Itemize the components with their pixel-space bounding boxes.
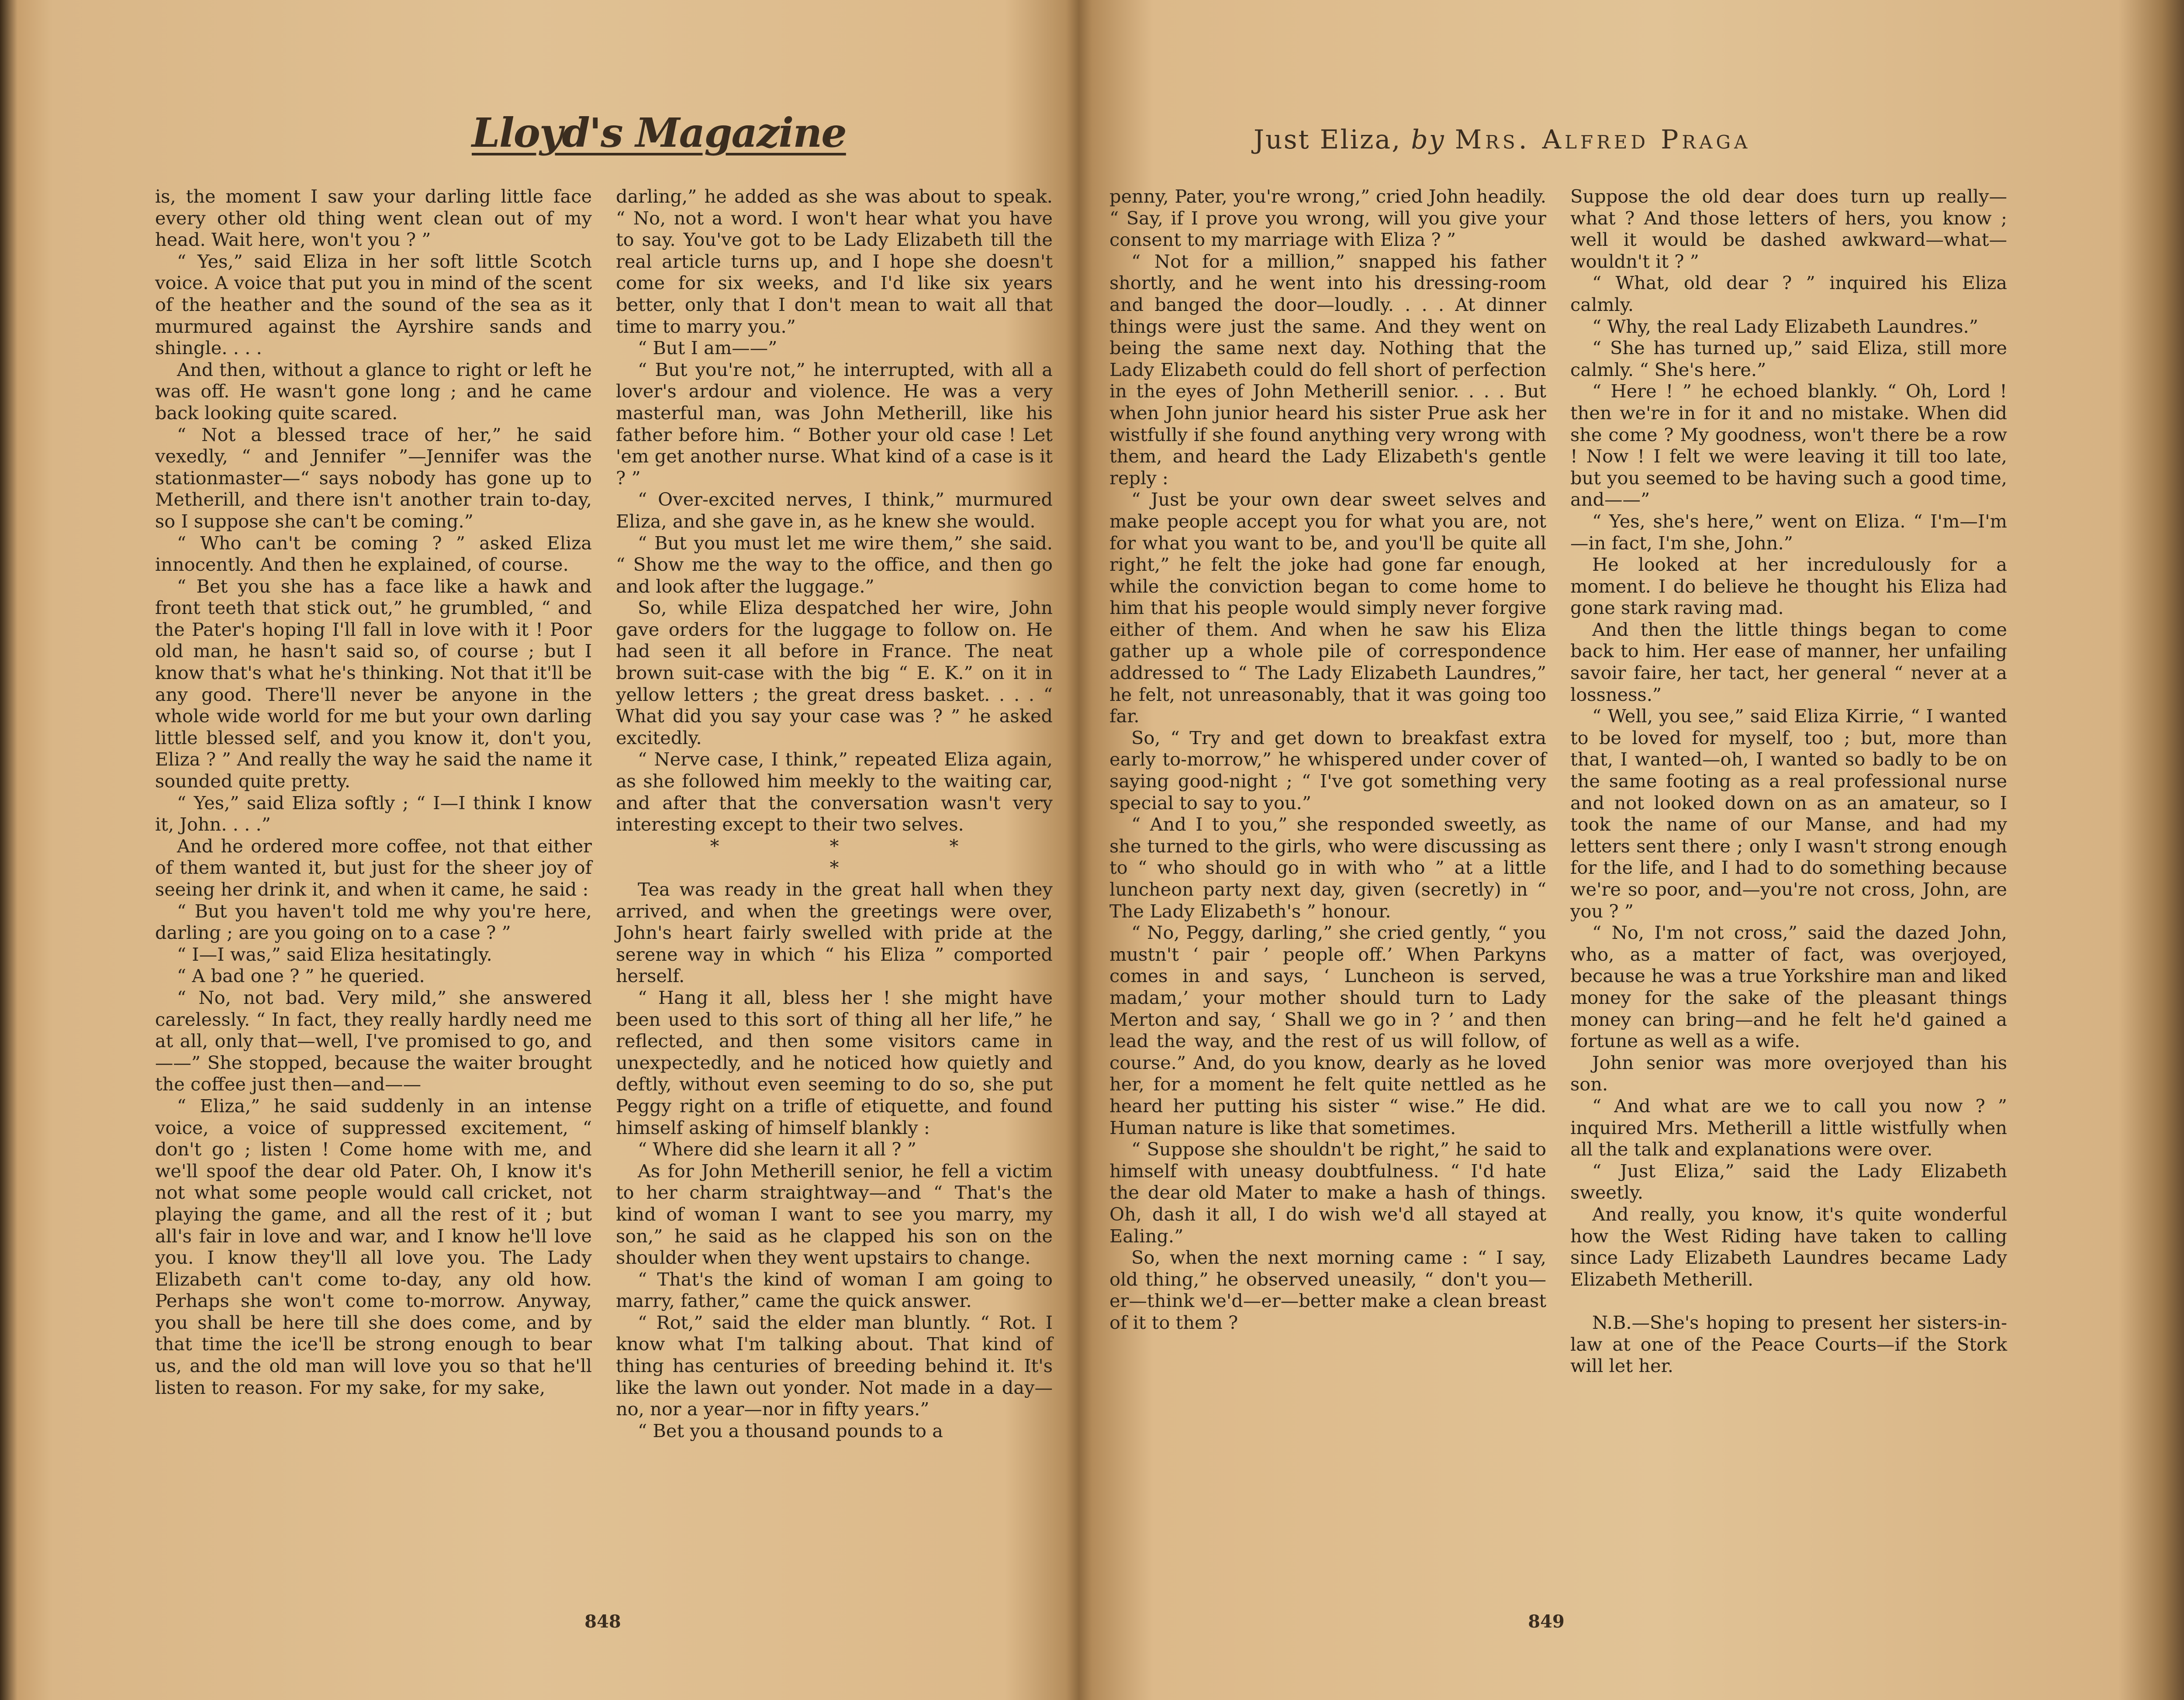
paragraph: “ Where did she learn it all ? ” xyxy=(638,1138,916,1160)
paragraph: “ That's the kind of woman I am going to marry, father,” came the quick answer. xyxy=(616,1268,1053,1312)
paragraph: “ No, I'm not cross,” said the dazed John, who, as a matter of fact, was overjoyed, because he was a true Yorkshire man and liked money for the sake of the pleasant things money can bring—and he felt he'd gained a fortune as well as a wife. xyxy=(1570,922,2007,1052)
paragraph: darling,” he added as she was about to speak. “ No, not a word. I won't hear what you have to say. You've got to be Lady Elizabeth till the real article turns up, and I hope she doesn't come for six weeks, and I'd like six years better, only that I don't mean to wait all that time to marry you.” xyxy=(616,186,1053,337)
paragraph: So, when the next morning came : “ I say, old thing,” he observed uneasily, “ don't you—er—think we'd—er—better make a clean breast of it to them ? xyxy=(1109,1247,1546,1333)
article-title: Just Eliza, xyxy=(1254,124,1402,155)
paragraph: “ Bet you a thousand pounds to a xyxy=(638,1420,943,1441)
paragraph: And he ordered more coffee, not that either of them wanted it, but just for the sheer joy of seeing her drink it, and when it came, he said : xyxy=(155,835,592,900)
paragraph: penny, Pater, you're wrong,” cried John headily. “ Say, if I prove you wrong, will you give your consent to my marriage with Eliza ? ” xyxy=(1109,186,1546,251)
paragraph: “ Rot,” said the elder man bluntly. “ Rot. I know what I'm talking about. That kind of thing has centuries of breeding behind it. It's like the lawn out yonder. Not made in a day—no, nor a year—nor in fifty years.” xyxy=(616,1311,1053,1420)
paragraph: “ Yes, she's here,” went on Eliza. “ I'm—I'm—in fact, I'm she, John.” xyxy=(1570,510,2007,554)
paragraph: “ Hang it all, bless her ! she might have been used to this sort of thing all her life,” he reflected, and then some visitors came in unexpectedly, and he noticed how quietly and deftly, without even seeming to do so, she put Peggy right on a trifle of etiquette, and found himself asking of himself blankly : xyxy=(616,986,1053,1138)
paragraph: And really, you know, it's quite wonderful how the West Riding have taken to calling since Lady Elizabeth Laundres became Lady Elizabeth Metherill. xyxy=(1570,1203,2007,1290)
paragraph: And then the little things began to come back to him. Her ease of manner, her unfailing savoir faire, her tact, her general “ never at a lossness.” xyxy=(1570,618,2007,705)
left-page-column-2 xyxy=(616,186,1053,1611)
paragraph: “ But you're not,” he interrupted, with all a lover's ardour and violence. He was a very masterful man, was John Metherill, like his father before him. “ Bother your old case ! Let 'em get another nurse. What kind of a case is it ? ” xyxy=(616,359,1053,489)
paragraph: “ And what are we to call you now ? ” inquired Mrs. Metherill a little wistfully when all the talk and explanations were over. xyxy=(1570,1095,2007,1160)
paragraph: “ Not for a million,” snapped his father shortly, and he went into his dressing-room and banged the door—loudly. . . . At dinner things were just the same. And they went on being the same next day. Nothing that the Lady Elizabeth could do fell short of perfection in the eyes of John Metherill senior. . . . But when John junior heard his sister Prue ask her wistfully if she found anything very wrong with them, and heard the Lady Elizabeth's gentle reply : xyxy=(1109,250,1546,489)
paragraph: Tea was ready in the great hall when they arrived, and when the greetings were over, John's heart fairly swelled with pride at the serene way in which “ his Eliza ” comported herself. xyxy=(616,879,1053,987)
paragraph: “ But I am——” xyxy=(638,337,778,359)
section-break: * * * * xyxy=(710,835,1011,879)
paragraph: “ Not a blessed trace of her,” he said vexedly, “ and Jennifer ”—Jennifer was the stationmaster—“ says nobody has gone up to Metherill, and there isn't another train to-day, so I suppose she can't be coming.” xyxy=(155,424,592,532)
paragraph: “ A bad one ? ” he queried. xyxy=(177,965,425,987)
right-page-column-2 xyxy=(1570,186,2007,1611)
paragraph: “ Just Eliza,” said the Lady Elizabeth sweetly. xyxy=(1570,1160,2007,1203)
paragraph: “ Here ! ” he echoed blankly. “ Oh, Lord ! then we're in for it and no mistake. When did she come ? My goodness, won't there be a row ! Now ! I felt we were leaving it till too late, but you seemed to be having such a good time, and——” xyxy=(1570,380,2007,510)
paragraph: “ Yes,” said Eliza in her soft little Scotch voice. A voice that put you in mind of the scent of the heather and the sound of the sea as it murmured against the Ayrshire sands and shingle. . . . xyxy=(155,250,592,359)
paragraph: “ Why, the real Lady Elizabeth Laundres.” xyxy=(1592,315,1978,337)
paragraph: “ Suppose she shouldn't be right,” he said to himself with uneasy doubtfulness. “ I'd hate the dear old Mater to make a hash of things. Oh, dash it all, I do wish we'd all stayed at Ealing.” xyxy=(1109,1138,1546,1247)
page-number: 848 xyxy=(584,1611,621,1632)
paragraph: “ But you haven't told me why you're here, darling ; are you going on to a case ? ” xyxy=(155,900,592,944)
left-page-column-1 xyxy=(155,186,592,1611)
paragraph: So, while Eliza despatched her wire, John gave orders for the luggage to follow on. He had seen it all before in France. The neat brown suit-case with the big “ E. K.” on it in yellow letters ; the great dress basket. . . . “ What did you say your case was ? ” he asked excitedly. xyxy=(616,597,1053,748)
paragraph: So, “ Try and get down to breakfast extra early to-morrow,” he whispered under cover of saying good-night ; “ I've got something very special to say to you.” xyxy=(1109,727,1546,814)
article-running-head xyxy=(1254,124,1856,172)
right-page-column-1 xyxy=(1109,186,1546,1611)
byline-by: by xyxy=(1411,124,1445,155)
paragraph: “ Nerve case, I think,” repeated Eliza again, as she followed him meekly to the waiting car, and after that the conversation wasn't very interesting except to their two selves. xyxy=(616,748,1053,835)
paragraph: “ Bet you she has a face like a hawk and front teeth that stick out,” he grumbled, “ and the Pater's hoping I'll fall in love with it ! Poor old man, he hasn't said so, of course ; but I know that's what he's thinking. Not that it'll be any good. There'll never be anyone in the whole wide world for me but your own darling little blessed self, and you know it, don't you, Eliza ? ” And really the way he said the name it sounded quite pretty. xyxy=(155,575,592,792)
paragraph: “ Who can't be coming ? ” asked Eliza innocently. And then he explained, of course. xyxy=(155,532,592,576)
author-name: Mrs. Alfred Praga xyxy=(1455,124,1751,155)
paragraph: As for John Metherill senior, he fell a victim to her charm straightway—and “ That's the kind of woman I want to see you marry, my son,” he said as he clapped his son on the shoulder when they went upstairs to change. xyxy=(616,1160,1053,1269)
paragraph: He looked at her incredulously for a moment. I do believe he thought his Eliza had gone stark raving mad. xyxy=(1570,554,2007,619)
magazine-masthead: Lloyd's Magazine xyxy=(472,109,846,156)
paragraph: And then, without a glance to right or left he was off. He wasn't gone long ; and he came back looking quite scared. xyxy=(155,359,592,424)
paragraph: “ Well, you see,” said Eliza Kirrie, “ I wanted to be loved for myself, too ; but, more than that, I wanted—oh, I wanted so badly to be on the same footing as a real professional nurse and not looked down on as an amateur, so I took the name of our Manse, and had my letters sent there ; only I wasn't strong enough for the life, and I had to do something because we're so poor, and—you're not cross, John, are you ? ” xyxy=(1570,705,2007,922)
paragraph: “ She has turned up,” said Eliza, still more calmly. “ She's here.” xyxy=(1570,337,2007,380)
paragraph: Suppose the old dear does turn up really—what ? And those letters of hers, you know ; well it would be dashed awkward—what—wouldn't it ? ” xyxy=(1570,186,2007,272)
nb-note: N.B.—She's hoping to present her sisters-in-law at one of the Peace Courts—if the Stork will let her. xyxy=(1570,1312,2007,1377)
paragraph: “ Over-excited nerves, I think,” murmured Eliza, and she gave in, as he knew she would. xyxy=(616,489,1053,532)
paragraph: “ Yes,” said Eliza softly ; “ I—I think I know it, John. . . .” xyxy=(155,792,592,835)
page-number: 849 xyxy=(1528,1611,1565,1632)
paragraph: is, the moment I saw your darling little face every other old thing went clean out of my head. Wait here, won't you ? ” xyxy=(155,186,592,251)
right-page xyxy=(1079,0,2184,1700)
left-page xyxy=(0,0,1079,1700)
paragraph: John senior was more overjoyed than his son. xyxy=(1570,1052,2007,1095)
paragraph: “ No, Peggy, darling,” she cried gently, “ you mustn't ‘ pair ’ people off.’ When Parkyns comes in and says, ‘ Luncheon is served, madam,’ your mother should turn to Lady Merton and say, ‘ Shall we go in ? ’ and then lead the way, and the rest of us will follow, of course.” And, do you know, dearly as he loved her, for a moment he felt quite nettled as he heard her putting his sister “ wise.” He did. Human nature is like that sometimes. xyxy=(1109,922,1546,1138)
paragraph: “ No, not bad. Very mild,” she answered carelessly. “ In fact, they really hardly need me at all, only that—well, I've promised to go, and——” She stopped, because the waiter brought the coffee just then—and—— xyxy=(155,986,592,1095)
paragraph: “ And I to you,” she responded sweetly, as she turned to the girls, who were discussing as to “ who should go in with who ” at a little luncheon party next day, given (secretly) in “ The Lady Elizabeth's ” honour. xyxy=(1109,814,1546,922)
paragraph: “ What, old dear ? ” inquired his Eliza calmly. xyxy=(1570,272,2007,315)
paragraph: “ But you must let me wire them,” she said. “ Show me the way to the office, and then go and look after the luggage.” xyxy=(616,532,1053,597)
paragraph: “ Eliza,” he said suddenly in an intense voice, a voice of suppressed excitement, “ don't go ; listen ! Come home with me, and we'll spoof the dear old Pater. Oh, I know it's not what some people would call cricket, not playing the game, and all the rest of it ; but all's fair in love and war, and I know he'll love you. I know they'll all love you. The Lady Elizabeth can't come to-day, any old how. Perhaps she won't come to-morrow. Anyway, you shall be here till she does come, and by that time the ice'll be strong enough to bear us, and the old man will love you so that he'll listen to reason. For my sake, for my sake, xyxy=(155,1095,592,1398)
paragraph: “ Just be your own dear sweet selves and make people accept you for what you are, not for what you want to be, and you'll be quite all right,” he felt the joke had gone far enough, while the conviction began to come home to him that his people would simply never forgive either of them. And when he saw his Eliza gather up a whole pile of correspondence addressed to “ The Lady Elizabeth Laundres,” he felt, not unreasonably, that it was going too far. xyxy=(1109,489,1546,727)
paragraph: “ I—I was,” said Eliza hesitatingly. xyxy=(177,943,492,965)
